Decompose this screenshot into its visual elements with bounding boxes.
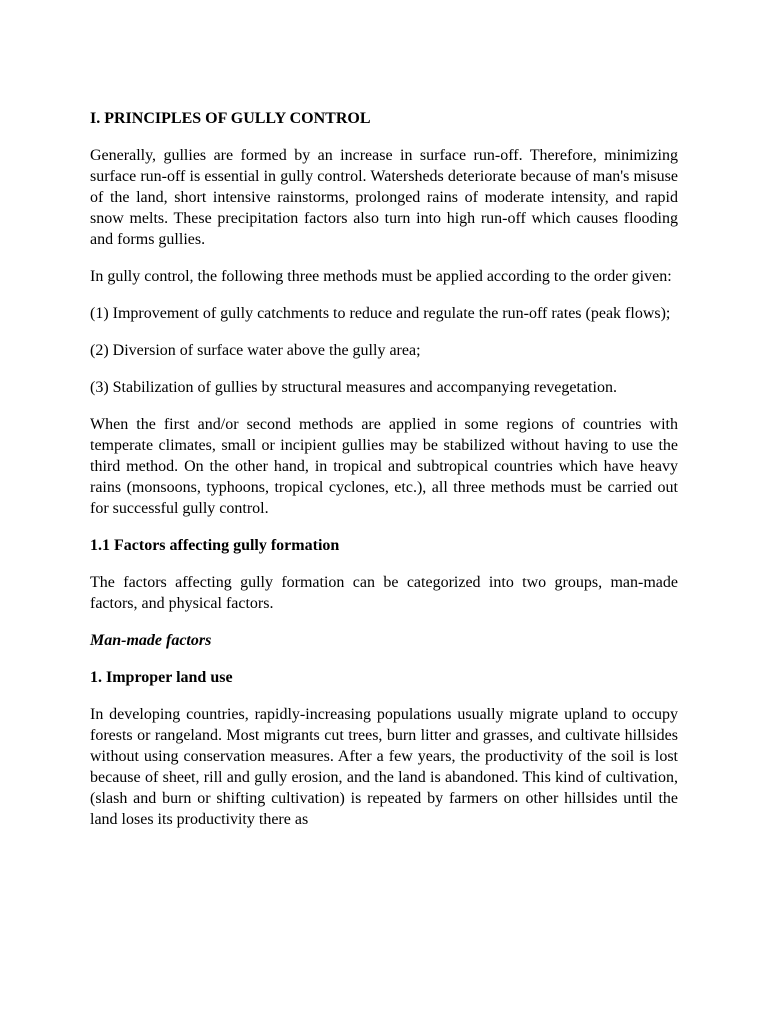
subsection-heading: 1.1 Factors affecting gully formation [90,537,340,554]
landuse-paragraph: In developing countries, rapidly-increasing populations usually migrate upland to occupy forests or rangeland. Most migrants cut trees, burn litter and grasses, and cultivate hillsides without using conservation measures. After a few years, the productivity of the soil is lost because of sheet, rill and gully erosion, and the land is abandoned. This kind of cultivation, (slash and burn or shifting cultivation) is repeated by farmers on other hillsides until the land loses its productivity there as [90,706,678,828]
method-item-3: (3) Stabilization of gullies by structural measures and accompanying revegetation. [90,379,617,396]
document-page [90,108,678,846]
manmade-heading: Man-made factors [90,632,212,649]
landuse-heading: 1. Improper land use [90,669,233,686]
methods-paragraph: In gully control, the following three methods must be applied according to the order given: [90,268,672,285]
method-item-1: (1) Improvement of gully catchments to reduce and regulate the run-off rates (peak flows); [90,305,671,322]
intro-paragraph: Generally, gullies are formed by an increase in surface run-off. Therefore, minimizing surface run-off is essential in gully control. Watersheds deteriorate because of man's misuse of the land, short intensive rainstorms, prolonged rains of moderate intensity, and rapid snow melts. These precipitation factors also turn into high run-off which causes flooding and forms gullies. [90,147,678,248]
section-heading: I. PRINCIPLES OF GULLY CONTROL [90,110,371,127]
method-item-2: (2) Diversion of surface water above the gully area; [90,342,421,359]
factors-paragraph: The factors affecting gully formation can be categorized into two groups, man-made factors, and physical factors. [90,574,678,612]
climates-paragraph: When the first and/or second methods are applied in some regions of countries with temperate climates, small or incipient gullies may be stabilized without having to use the third method. On the other hand, in tropical and subtropical countries which have heavy rains (monsoons, typhoons, tropical cyclones, etc.), all three methods must be carried out for successful gully control. [90,416,678,517]
